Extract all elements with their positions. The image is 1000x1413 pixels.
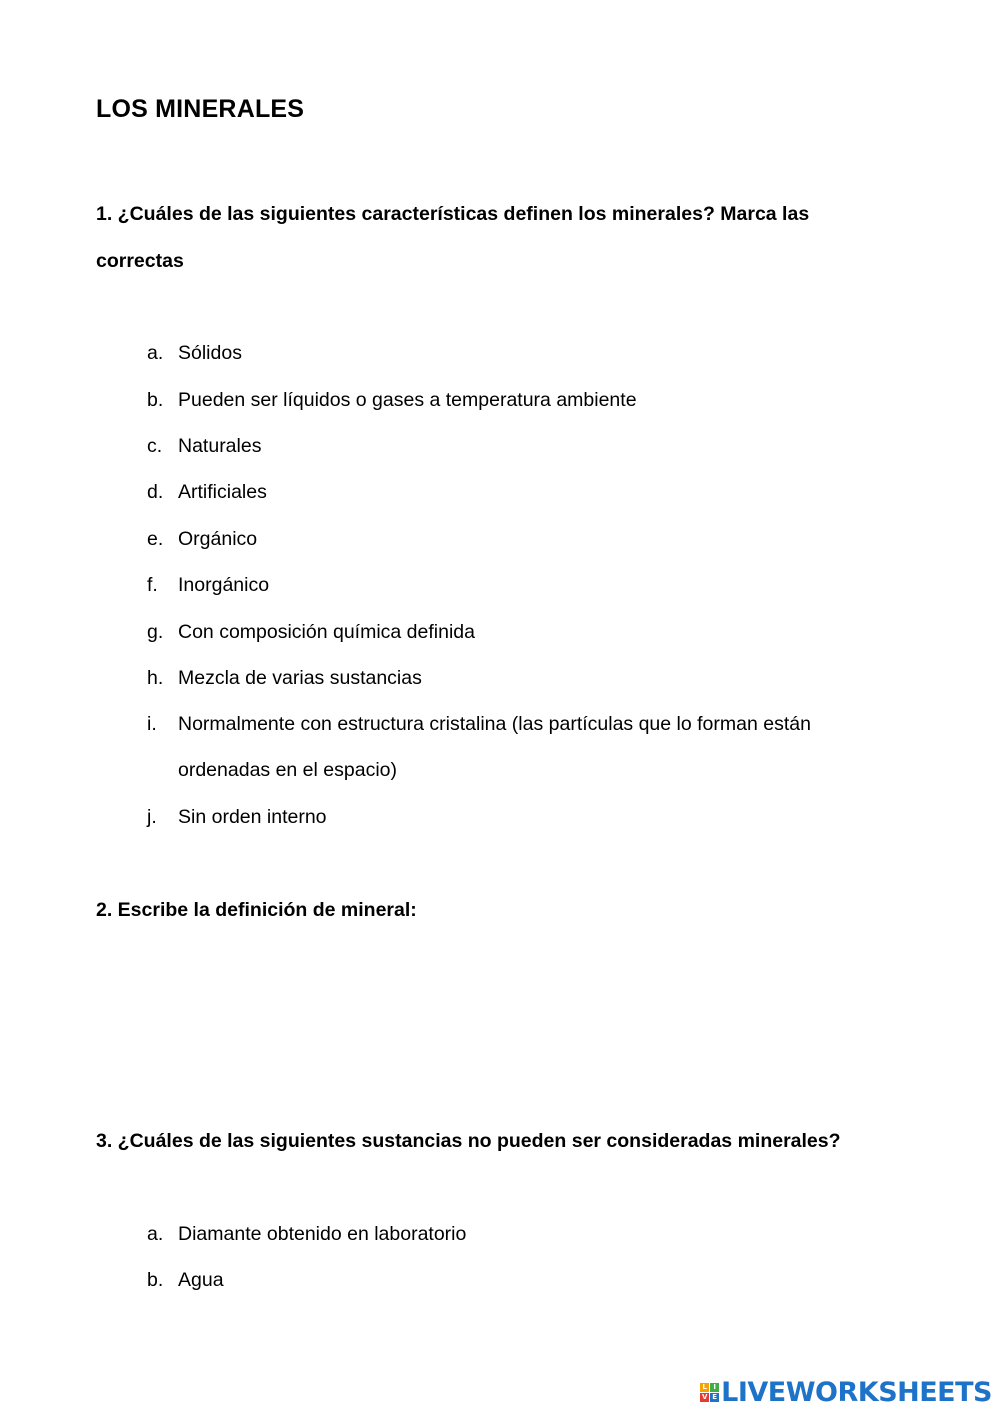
option-text: Sin orden interno [178, 806, 327, 828]
option-text: Con composición química definida [178, 621, 475, 643]
question-1: 1. ¿Cuáles de las siguientes características definen los minerales? Marca las correctas [96, 203, 810, 272]
option-letter: f. [147, 574, 158, 596]
logo-letter-e: E [710, 1393, 719, 1402]
option-letter: a. [147, 1223, 164, 1245]
option-text: Normalmente con estructura cristalina (las partículas que lo forman están ordenadas en el espacio) [178, 713, 811, 782]
option-letter: b. [147, 389, 164, 411]
option-text: Artificiales [178, 481, 267, 503]
logo-mark-icon [700, 1383, 719, 1402]
option-text: Inorgánico [178, 574, 270, 596]
option-letter: g. [147, 621, 164, 643]
liveworksheets-logo [700, 1377, 992, 1407]
option-text: Sólidos [178, 342, 242, 364]
logo-letter-l: L [700, 1383, 709, 1392]
question-3: 3. ¿Cuáles de las siguientes sustancias no pueden ser consideradas minerales? [96, 1130, 841, 1152]
option-letter: i. [147, 713, 157, 735]
option-letter: d. [147, 481, 164, 503]
page-title: LOS MINERALES [96, 95, 305, 123]
option-letter: e. [147, 528, 164, 550]
option-text: Naturales [178, 435, 262, 457]
option-text: Agua [178, 1269, 224, 1291]
option-text: Orgánico [178, 528, 258, 550]
option-text: Diamante obtenido en laboratorio [178, 1223, 467, 1245]
question-2: 2. Escribe la definición de mineral: [96, 899, 417, 921]
option-text: Pueden ser líquidos o gases a temperatura ambiente [178, 389, 637, 411]
option-letter: b. [147, 1269, 164, 1291]
option-letter: j. [147, 806, 157, 828]
logo-letter-v: V [701, 1392, 708, 1401]
logo-letter-i: I [710, 1383, 719, 1392]
option-letter: a. [147, 342, 164, 364]
option-text: Mezcla de varias sustancias [178, 667, 422, 689]
option-letter: c. [147, 435, 163, 457]
option-letter: h. [147, 667, 164, 689]
logo-text: LIVEWORKSHEETS [721, 1376, 992, 1408]
